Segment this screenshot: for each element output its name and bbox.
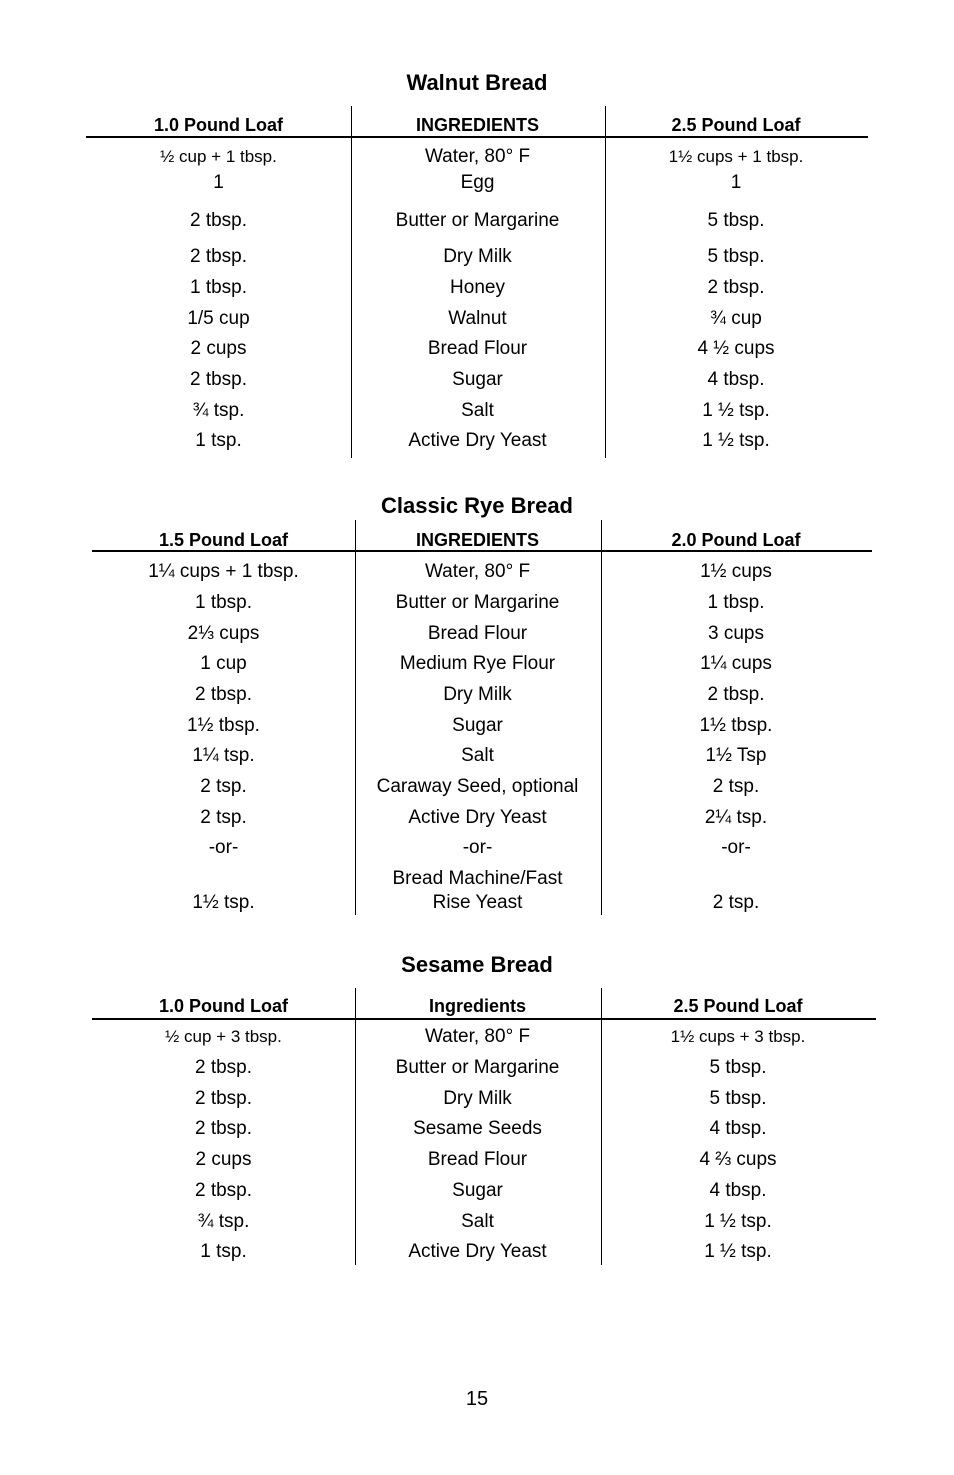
ingredient-name: Water, 80° F [424,561,531,582]
header-small-loaf: 1.0 Pound Loaf [153,115,283,135]
amount-small-loaf: 1¼ cups + 1 tbsp. [148,561,299,582]
amount-large-loaf: 1½ cups [700,561,772,582]
amount-small-loaf: ¾ tsp. [197,1211,250,1232]
amount-small-loaf: 1 cup [200,653,247,674]
amount-small-loaf: 1½ tbsp. [187,715,260,736]
header-small-loaf: 1.0 Pound Loaf [158,996,288,1016]
amount-small-loaf: 2 tbsp. [194,1057,253,1078]
amount-large-loaf: 4 ⅔ cups [699,1149,777,1170]
amount-small-loaf: 2 tsp. [200,776,247,797]
ingredient-name: Sugar [452,1180,503,1201]
header-small-loaf: 1.5 Pound Loaf [158,530,288,550]
amount-large-loaf: 5 tbsp. [709,1088,767,1109]
ingredient-name: Butter or Margarine [395,592,560,613]
header-ingredients: Ingredients [428,996,526,1016]
ingredient-name: Walnut [448,308,507,329]
amount-large-loaf: 5 tbsp. [707,246,765,267]
amount-large-loaf: 1¼ cups [700,653,772,674]
ingredient-name: Butter or Margarine [395,1057,560,1078]
amount-large-loaf: 2¼ tsp. [704,807,768,828]
ingredient-name: Bread Flour [427,623,528,644]
amount-large-loaf: 2 tsp. [712,892,760,913]
amount-large-loaf: 4 tbsp. [709,1180,767,1201]
amount-large-loaf: 2 tbsp. [707,277,765,298]
amount-small-loaf: 2 tbsp. [194,1180,253,1201]
amount-large-loaf: 1 ½ tsp. [704,1211,772,1232]
amount-small-loaf: 1 tbsp. [194,592,253,613]
recipe-title: Sesame Bread [401,952,553,977]
ingredient-name: Bread Flour [427,1149,528,1170]
recipe-title: Walnut Bread [406,70,548,95]
header-ingredients: INGREDIENTS [415,115,539,135]
ingredient-name: Caraway Seed, optional [376,776,579,797]
amount-small-loaf: 2 tbsp. [194,1118,253,1139]
amount-small-loaf: 2 cups [195,1149,252,1170]
amount-large-loaf: 4 tbsp. [709,1118,767,1139]
amount-large-loaf: 2 tbsp. [707,684,765,705]
recipe-classic-rye-bread [0,470,954,930]
amount-large-loaf: 5 tbsp. [709,1057,767,1078]
ingredient-name: Medium Rye Flour [399,653,556,674]
ingredient-name: Salt [461,1211,494,1232]
recipe-table [86,106,868,458]
amount-small-loaf: 2 tbsp. [189,246,248,267]
ingredient-name: Active Dry Yeast [408,1241,547,1262]
ingredient-name: Dry Milk [443,1088,512,1109]
amount-small-loaf: ½ cup + 1 tbsp. [160,147,277,166]
amount-small-loaf: 1 [213,172,224,193]
ingredient-name: Sugar [452,715,503,736]
amount-small-loaf: 2 tsp. [200,807,247,828]
ingredient-name: Rise Yeast [432,892,523,913]
ingredient-name: Egg [460,172,495,193]
header-large-loaf: 2.5 Pound Loaf [673,996,803,1016]
amount-large-loaf: 1½ cups + 1 tbsp. [668,147,804,166]
header-large-loaf: 2.0 Pound Loaf [671,530,801,550]
ingredient-name: Butter or Margarine [395,210,560,231]
ingredient-name: -or- [462,837,493,858]
ingredient-name: Bread Flour [427,338,528,359]
amount-small-loaf: ¾ tsp. [192,400,245,421]
amount-large-loaf: 1 tbsp. [707,592,765,613]
amount-small-loaf: 2 cups [190,338,247,359]
amount-large-loaf: -or- [721,837,751,858]
amount-large-loaf: 4 tbsp. [707,369,765,390]
ingredient-name: Sesame Seeds [413,1118,542,1139]
amount-small-loaf: 1 tbsp. [189,277,248,298]
amount-large-loaf: 5 tbsp. [707,210,765,231]
amount-small-loaf: ½ cup + 3 tbsp. [165,1027,282,1046]
recipe-sesame-bread [0,930,954,1275]
ingredient-name: Sugar [452,369,503,390]
amount-small-loaf: 2⅓ cups [187,623,260,644]
amount-small-loaf: 1 tsp. [195,430,242,451]
amount-small-loaf: 2 tbsp. [189,369,248,390]
amount-large-loaf: 4 ½ cups [697,338,775,359]
amount-large-loaf: 1 ½ tsp. [704,1241,772,1262]
ingredient-name: Honey [450,277,505,298]
ingredient-name: Salt [461,400,494,421]
ingredient-name: Salt [461,745,494,766]
amount-small-loaf: 1/5 cup [187,308,250,329]
amount-large-loaf: 1½ tbsp. [699,715,773,736]
amount-small-loaf: -or- [208,837,239,858]
amount-small-loaf: 1 tsp. [200,1241,247,1262]
recipe-walnut-bread [0,0,954,470]
recipe-table [92,520,872,915]
ingredient-name: Active Dry Yeast [408,430,547,451]
amount-small-loaf: 1½ tsp. [192,892,255,913]
amount-large-loaf: 1 ½ tsp. [702,430,770,451]
amount-large-loaf: 1½ cups + 3 tbsp. [670,1027,806,1046]
recipe-title: Classic Rye Bread [381,493,573,518]
page-number: 15 [465,1388,489,1410]
ingredient-name: Bread Machine/Fast [392,868,563,889]
ingredient-name: Water, 80° F [424,1026,531,1047]
ingredient-name: Dry Milk [443,684,512,705]
amount-large-loaf: 3 cups [708,623,764,644]
amount-small-loaf: 2 tbsp. [194,1088,253,1109]
amount-large-loaf: 1½ Tsp [705,745,767,766]
amount-large-loaf: 1 [730,172,742,193]
recipe-table [92,988,876,1265]
amount-small-loaf: 2 tbsp. [189,210,248,231]
header-ingredients: INGREDIENTS [415,530,539,550]
ingredient-name: Water, 80° F [424,146,531,167]
amount-large-loaf: ¾ cup [710,308,762,329]
amount-small-loaf: 1¼ tsp. [192,745,255,766]
amount-large-loaf: 2 tsp. [712,776,760,797]
amount-small-loaf: 2 tbsp. [194,684,253,705]
ingredient-name: Active Dry Yeast [408,807,547,828]
amount-large-loaf: 1 ½ tsp. [702,400,770,421]
header-large-loaf: 2.5 Pound Loaf [671,115,801,135]
ingredient-name: Dry Milk [443,246,512,267]
